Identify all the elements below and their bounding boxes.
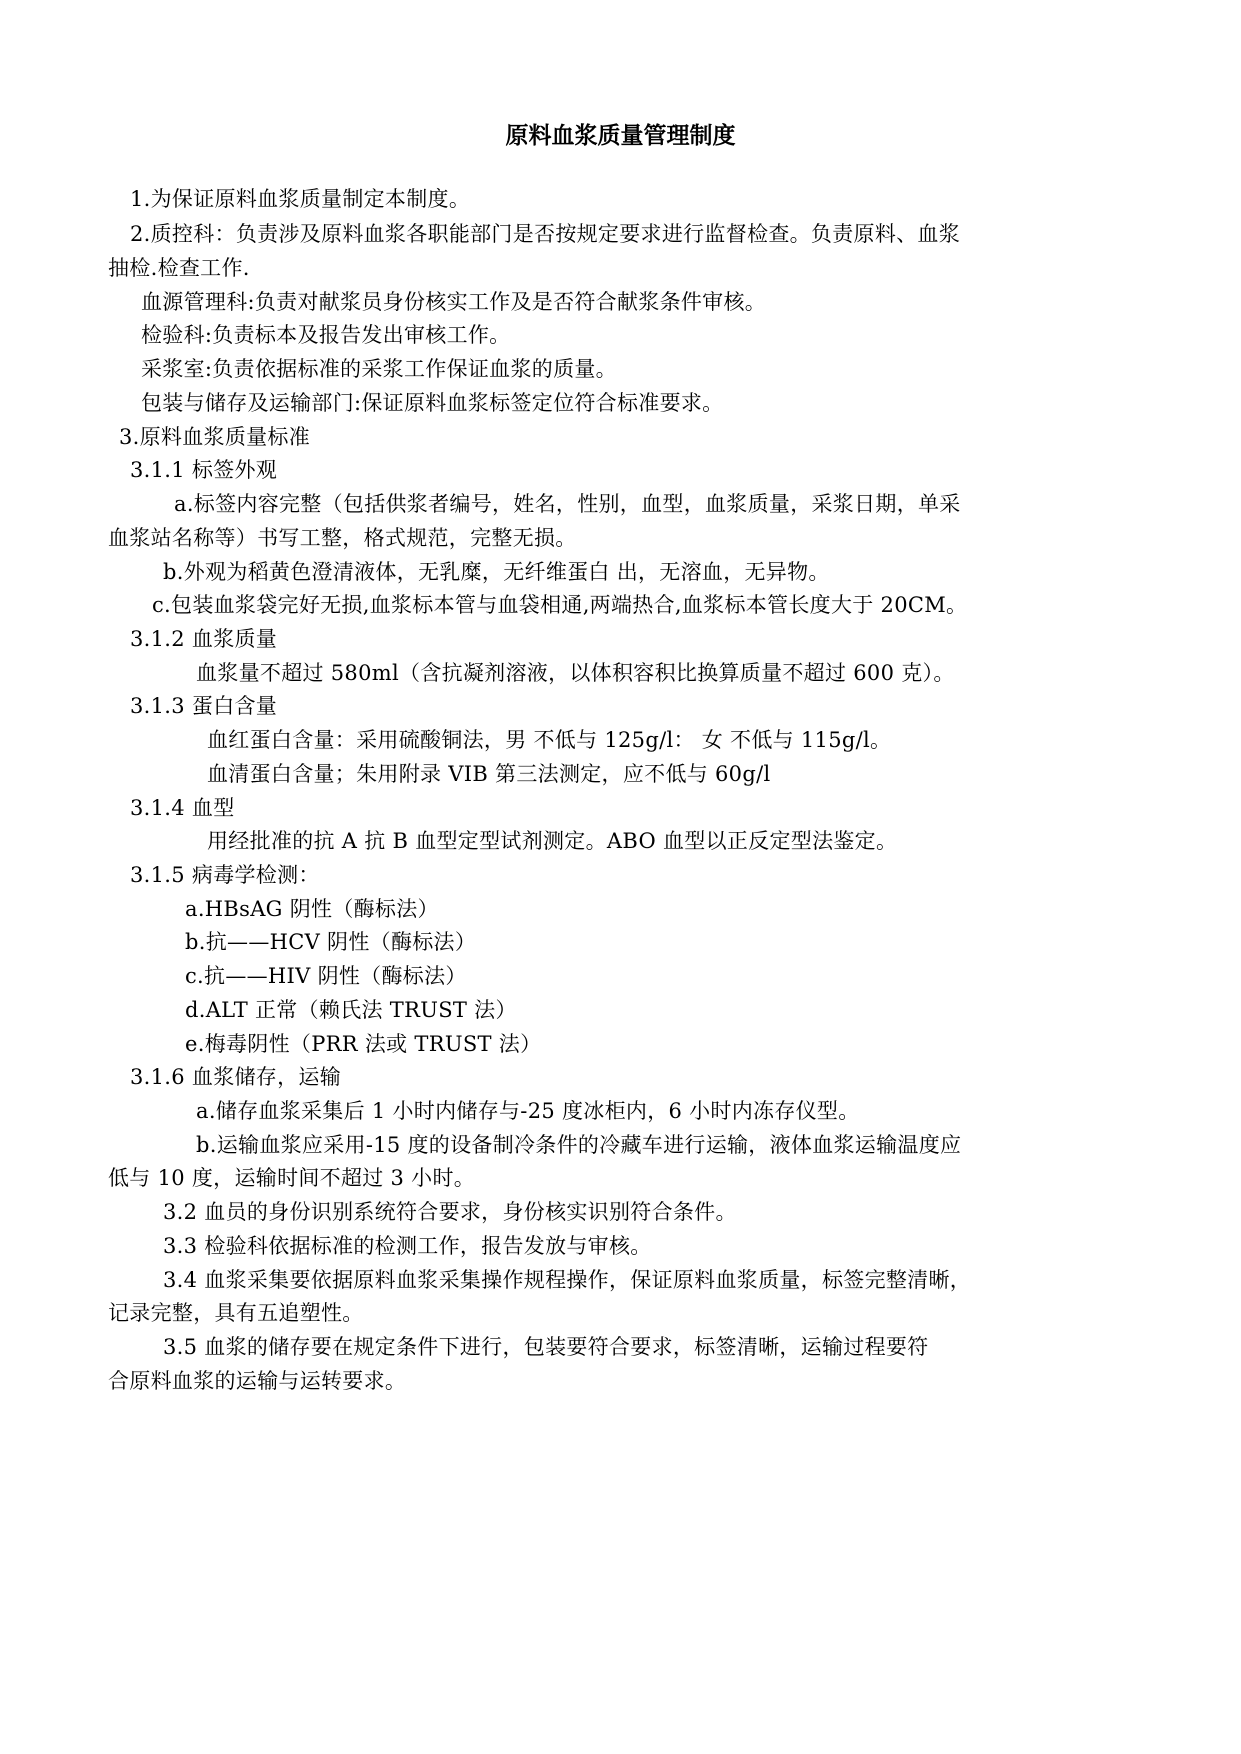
text-line: a.储存血浆采集后 1 小时内储存与-25 度冰柜内，6 小时内冻存仪型。: [196, 1099, 860, 1123]
text-line: c.包装血浆袋完好无损,血浆标本管与血袋相通,两端热合,血浆标本管长度大于 20CM。: [152, 593, 968, 617]
text-line: 合原料血浆的运输与运转要求。: [108, 1369, 407, 1393]
text-line: 用经批准的抗 A 抗 B 血型定型试剂测定。ABO 血型以正反定型法鉴定。: [207, 829, 898, 853]
text-line: 3.2 血员的身份识别系统符合要求，身份核实识别符合条件。: [163, 1200, 737, 1224]
text-line: b.外观为稻黄色澄清液体，无乳糜，无纤维蛋白 出，无溶血，无异物。: [163, 560, 830, 584]
text-line: 血清蛋白含量；朱用附录 VIB 第三法测定，应不低与 60g/l: [207, 762, 771, 786]
text-line: 血浆量不超过 580ml（含抗凝剂溶液，以体积容积比换算质量不超过 600 克）。: [196, 661, 955, 685]
text-line: 记录完整，具有五追塑性。: [108, 1301, 364, 1325]
text-line: a.标签内容完整（包括供浆者编号，姓名，性别，血型，血浆质量，采浆日期，单采: [174, 492, 961, 516]
text-line: b.抗——HCV 阴性（酶标法）: [185, 930, 477, 954]
text-line: 抽检.检查工作.: [108, 256, 250, 280]
text-line: 3.1.4 血型: [130, 796, 235, 820]
text-line: 3.3 检验科依据标准的检测工作，报告发放与审核。: [163, 1234, 652, 1258]
text-line: 3.5 血浆的储存要在规定条件下进行，包装要符合要求，标签清晰，运输过程要符: [163, 1335, 929, 1359]
text-line: 低与 10 度，运输时间不超过 3 小时。: [108, 1166, 476, 1190]
text-line: 血浆站名称等）书写工整，格式规范，完整无损。: [108, 526, 577, 550]
text-line: d.ALT 正常（赖氏法 TRUST 法）: [185, 998, 517, 1022]
text-line: 血源管理科:负责对献浆员身份核实工作及是否符合献浆条件审核。: [141, 290, 767, 314]
document-title: 原料血浆质量管理制度: [505, 122, 736, 149]
text-line: 包装与储存及运输部门:保证原料血浆标签定位符合标准要求。: [141, 391, 724, 415]
text-line: c.抗——HIV 阴性（酶标法）: [185, 964, 467, 988]
text-line: e.梅毒阴性（PRR 法或 TRUST 法）: [185, 1032, 542, 1056]
text-line: 采浆室:负责依据标准的采浆工作保证血浆的质量。: [141, 357, 617, 381]
text-line: 3.1.6 血浆储存，运输: [130, 1065, 342, 1089]
text-line: 3.1.5 病毒学检测：: [130, 863, 320, 887]
text-line: 3.4 血浆采集要依据原料血浆采集操作规程操作，保证原料血浆质量，标签完整清晰，: [163, 1268, 972, 1292]
text-line: 检验科:负责标本及报告发出审核工作。: [141, 323, 511, 347]
text-line: b.运输血浆应采用-15 度的设备制冷条件的冷藏车进行运输，液体血浆运输温度应: [196, 1133, 962, 1157]
text-line: 血红蛋白含量：采用硫酸铜法，男 不低与 125g/l： 女 不低与 115g/l。: [207, 728, 892, 752]
text-line: 3.原料血浆质量标准: [119, 425, 311, 449]
text-line: 3.1.3 蛋白含量: [130, 694, 278, 718]
text-line: 3.1.2 血浆质量: [130, 627, 278, 651]
text-line: 1.为保证原料血浆质量制定本制度。: [130, 187, 471, 211]
text-line: 3.1.1 标签外观: [130, 458, 278, 482]
text-line: 2.质控科：负责涉及原料血浆各职能部门是否按规定要求进行监督检查。负责原料、血浆: [130, 222, 961, 246]
text-line: a.HBsAG 阴性（酶标法）: [185, 897, 439, 921]
